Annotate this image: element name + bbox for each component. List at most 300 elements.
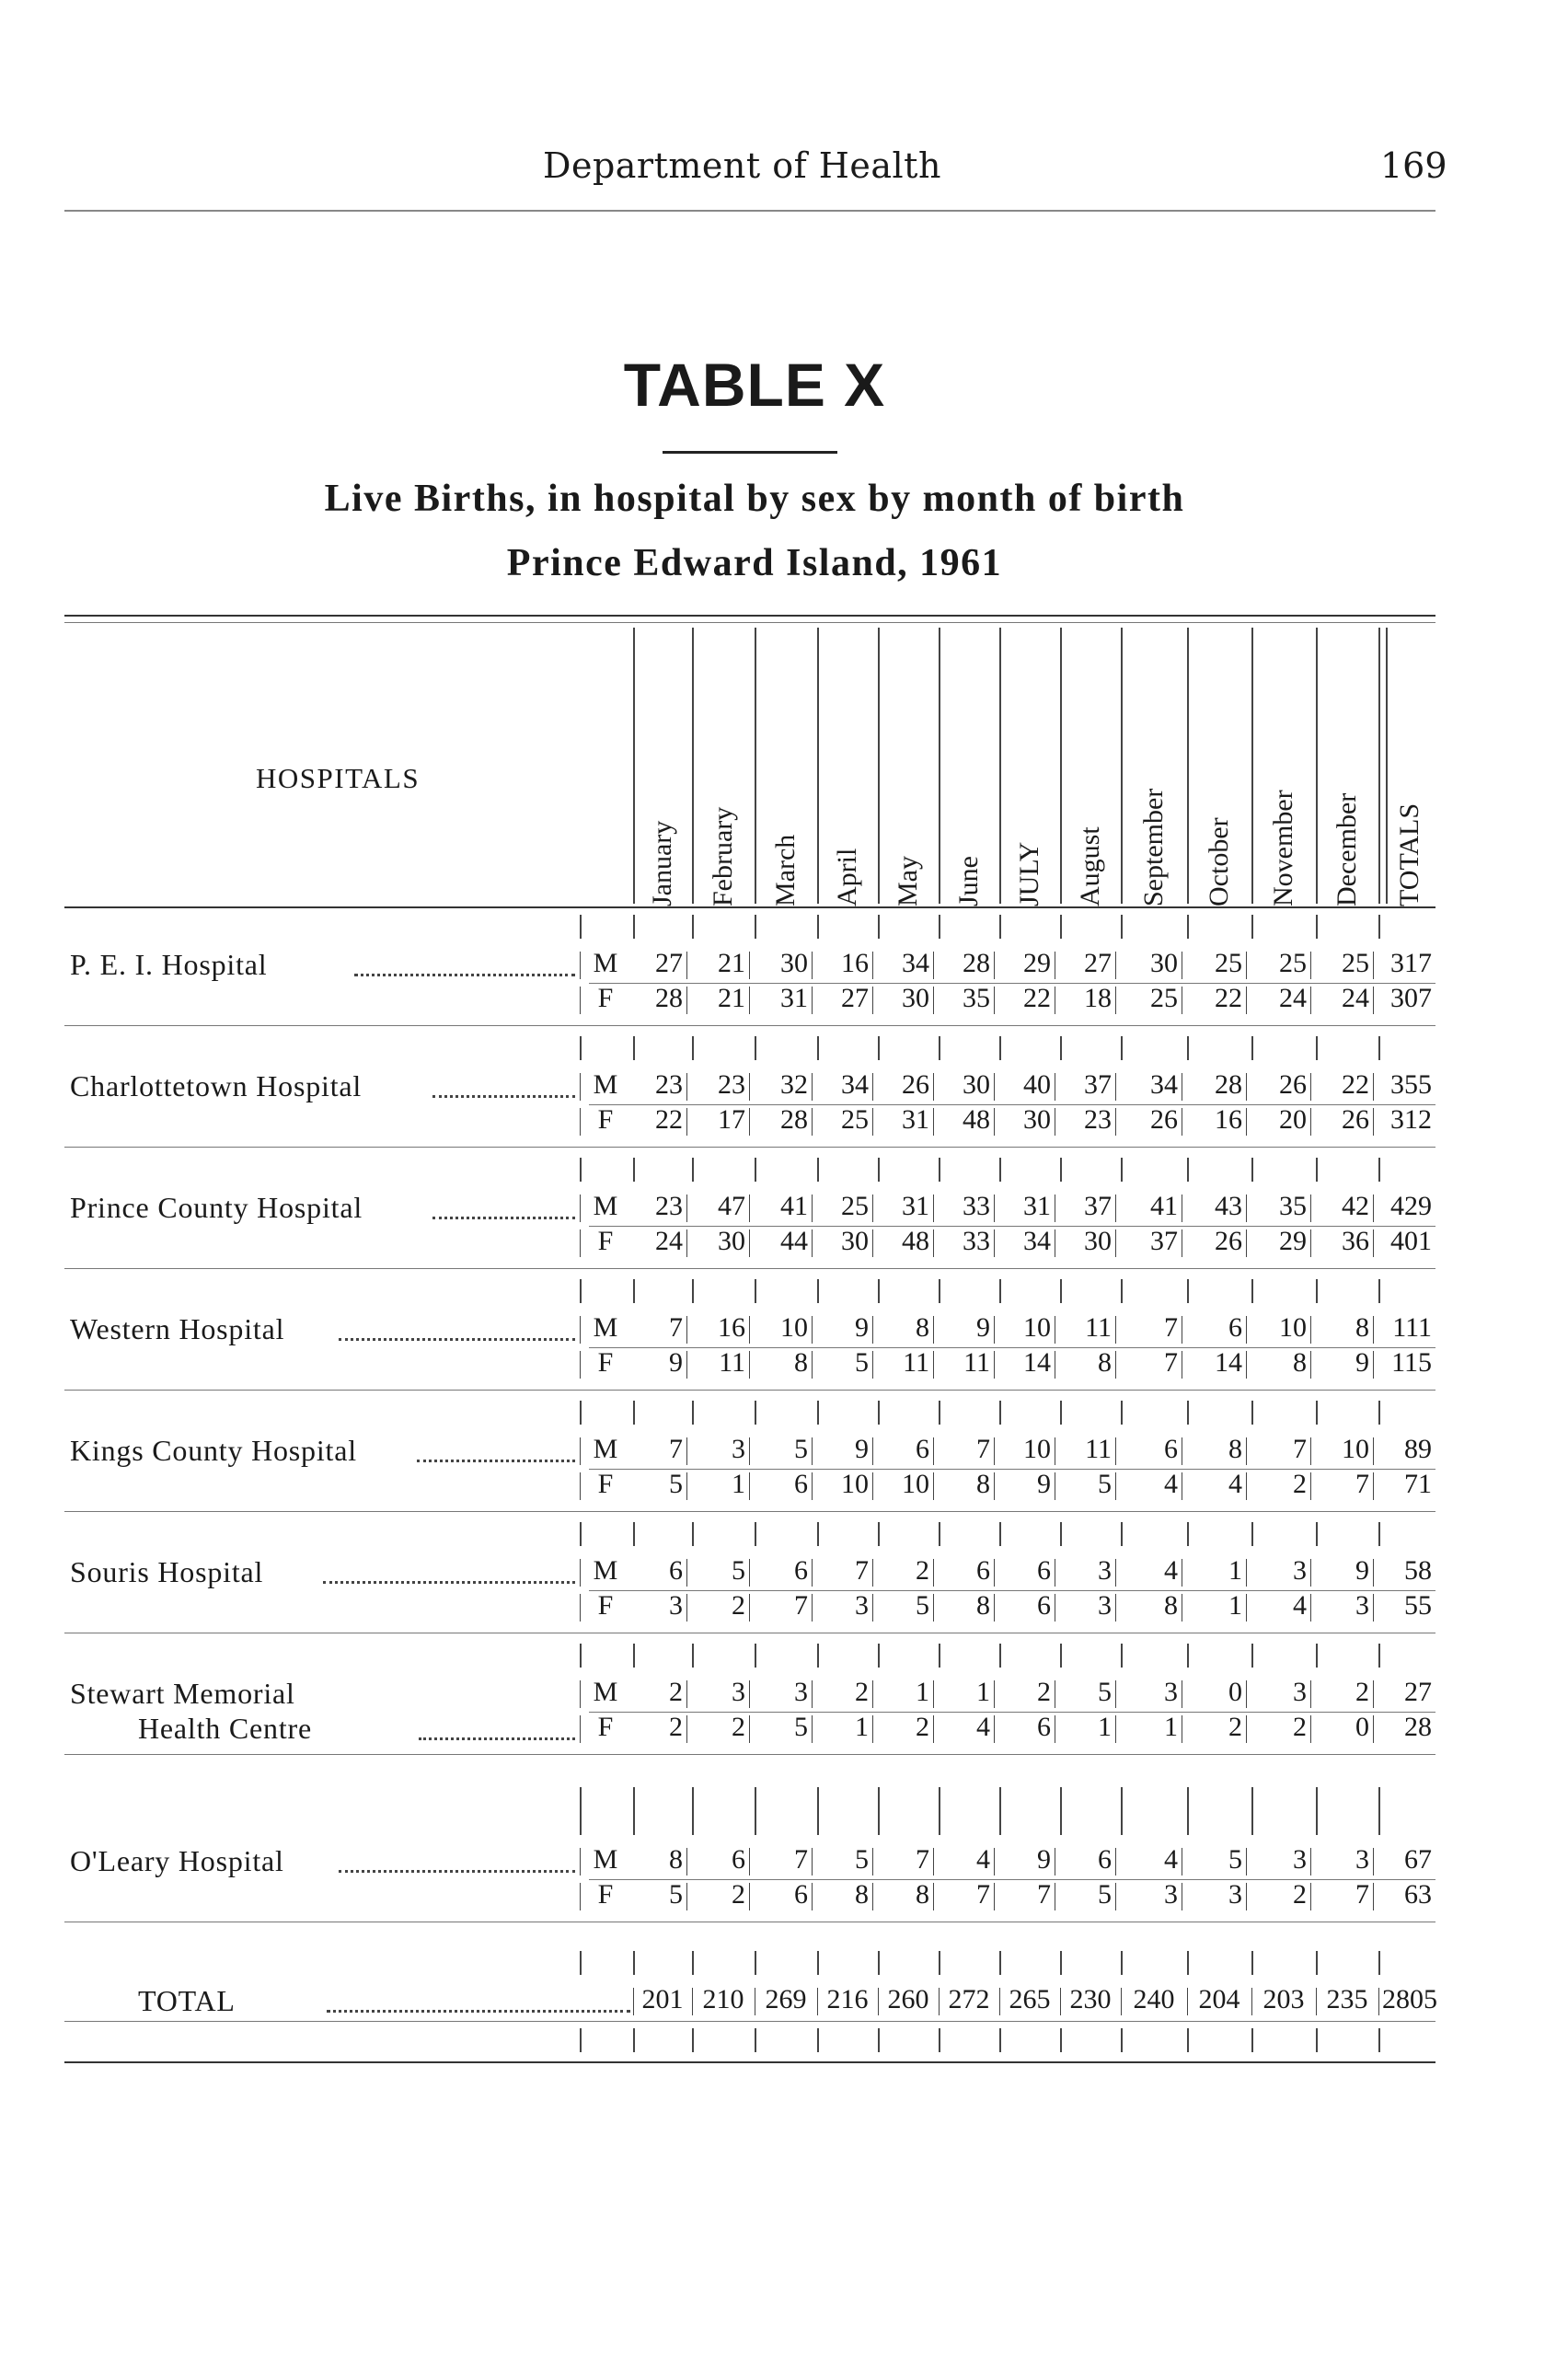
table-cell: 3 <box>794 1677 808 1707</box>
table-cell: 7 <box>1355 1879 1369 1910</box>
row-tick <box>692 1279 694 1303</box>
table-cell: 30 <box>780 948 808 978</box>
cell-divider <box>1310 1680 1311 1708</box>
cell-divider <box>812 1108 813 1136</box>
sex-label-f: F <box>597 1347 614 1378</box>
table-cell: 1 <box>1164 1712 1178 1742</box>
month-total-cell: 210 <box>702 1984 744 2014</box>
cell-divider <box>872 1351 873 1379</box>
table-cell: 29 <box>1023 948 1051 978</box>
row-tick <box>1187 1522 1189 1546</box>
row-tick <box>1121 1158 1123 1182</box>
table-cell: 8 <box>916 1879 929 1910</box>
block-rule <box>64 1390 1435 1391</box>
row-tick <box>1187 1644 1189 1668</box>
cell-divider <box>994 1195 995 1222</box>
row-tick <box>1121 1279 1123 1303</box>
table-cell: 2 <box>1355 1677 1369 1707</box>
table-cell: 11 <box>1085 1312 1112 1343</box>
table-cell: 2 <box>1293 1469 1307 1499</box>
cell-divider <box>1115 1715 1116 1743</box>
row-tick <box>1378 1951 1380 1975</box>
table-cell: 7 <box>794 1590 808 1621</box>
row-tick <box>1251 1279 1253 1303</box>
row-tick <box>999 1401 1001 1425</box>
table-cell: 3 <box>1098 1590 1112 1621</box>
cell-divider <box>1373 1559 1374 1587</box>
row-tick <box>633 1522 635 1546</box>
table-cell: 47 <box>718 1191 745 1221</box>
cell-divider <box>749 1559 750 1587</box>
row-tick <box>633 1951 635 1975</box>
cell-divider <box>749 1195 750 1222</box>
cell-divider <box>1373 1472 1374 1500</box>
cell-divider <box>812 1848 813 1875</box>
table-cell: 7 <box>1164 1312 1178 1343</box>
row-tick <box>878 2028 880 2052</box>
row-tick <box>1378 1158 1380 1182</box>
cell-divider <box>1310 1073 1311 1101</box>
hospitals-column-header: HOSPITALS <box>256 762 421 794</box>
row-tick <box>580 1401 582 1425</box>
table-cell: 28 <box>1215 1069 1242 1100</box>
table-cell: 0 <box>1228 1677 1242 1707</box>
table-cell: 2 <box>669 1677 683 1707</box>
table-cell: 31 <box>902 1191 929 1221</box>
cell-divider <box>812 1073 813 1101</box>
row-tick <box>999 1951 1001 1975</box>
table-cell: 4 <box>1164 1469 1178 1499</box>
header-column-divider <box>817 628 819 904</box>
title-rule <box>663 451 837 454</box>
cell-divider <box>933 1351 934 1379</box>
row-tick <box>939 1787 940 1811</box>
row-total-cell: 27 <box>1404 1677 1432 1707</box>
table-cell: 24 <box>655 1226 683 1256</box>
table-cell: 0 <box>1355 1712 1369 1742</box>
table-cell: 37 <box>1084 1069 1112 1100</box>
cell-divider <box>1246 1594 1247 1622</box>
column-header-march: March <box>770 834 801 906</box>
total-divider <box>692 1988 693 2015</box>
cell-divider <box>749 952 750 979</box>
row-total-cell: 401 <box>1390 1226 1432 1256</box>
table-cell: 21 <box>718 948 745 978</box>
cell-divider <box>1246 952 1247 979</box>
table-cell: 1 <box>855 1712 869 1742</box>
table-cell: 26 <box>1150 1104 1178 1135</box>
column-header-april: April <box>832 848 862 906</box>
sex-divider <box>580 1437 581 1465</box>
cell-divider <box>933 1073 934 1101</box>
cell-divider <box>686 1883 687 1910</box>
sex-divider <box>580 1715 581 1743</box>
table-cell: 6 <box>1037 1712 1051 1742</box>
row-tick <box>580 1951 582 1975</box>
cell-divider <box>1310 1195 1311 1222</box>
table-cell: 2 <box>1293 1712 1307 1742</box>
cell-divider <box>1246 1680 1247 1708</box>
table-cell: 2 <box>855 1677 869 1707</box>
block-rule <box>64 1268 1435 1269</box>
table-cell: 23 <box>655 1191 683 1221</box>
row-tick <box>692 2028 694 2052</box>
cell-divider <box>1310 1559 1311 1587</box>
row-tick <box>999 2028 1001 2052</box>
cell-divider <box>994 1680 995 1708</box>
header-column-divider <box>1060 628 1062 904</box>
column-header-july: JULY <box>1014 841 1044 906</box>
row-tick <box>1187 1279 1189 1303</box>
table-cell: 3 <box>1293 1677 1307 1707</box>
row-tick <box>1378 1787 1380 1811</box>
row-tick <box>633 1158 635 1182</box>
row-tick <box>1251 1158 1253 1182</box>
cell-divider <box>1310 987 1311 1014</box>
table-cell: 1 <box>976 1677 990 1707</box>
cell-divider <box>812 1883 813 1910</box>
sex-label-m: M <box>593 1434 618 1464</box>
cell-divider <box>1310 1472 1311 1500</box>
sex-label-f: F <box>597 1104 614 1135</box>
row-tick <box>755 915 756 939</box>
cell-divider <box>1115 1472 1116 1500</box>
row-tick <box>939 2028 940 2052</box>
header-rule <box>64 210 1435 212</box>
row-tick <box>692 1644 694 1668</box>
row-tick <box>633 1279 635 1303</box>
cell-divider <box>1115 1316 1116 1344</box>
cell-divider <box>812 1437 813 1465</box>
table-cell: 29 <box>1279 1226 1307 1256</box>
cell-divider <box>749 1351 750 1379</box>
cell-divider <box>1373 1351 1374 1379</box>
cell-divider <box>872 1108 873 1136</box>
row-tick <box>755 1158 756 1182</box>
cell-divider <box>1373 1316 1374 1344</box>
row-tick <box>633 915 635 939</box>
sex-divider <box>580 1594 581 1622</box>
column-header-totals: TOTALS <box>1394 802 1424 906</box>
cell-divider <box>994 1848 995 1875</box>
row-tick <box>1060 1279 1062 1303</box>
row-tick <box>1121 2028 1123 2052</box>
total-divider <box>1121 1988 1122 2015</box>
cell-divider <box>1115 1680 1116 1708</box>
row-tick <box>1187 1036 1189 1060</box>
table-cell: 23 <box>718 1069 745 1100</box>
cell-divider <box>1115 1229 1116 1257</box>
cell-divider <box>749 1715 750 1743</box>
table-cell: 30 <box>1084 1226 1112 1256</box>
cell-divider <box>994 1472 995 1500</box>
table-cell: 35 <box>1279 1191 1307 1221</box>
table-title: TABLE X <box>623 351 886 419</box>
cell-divider <box>686 1229 687 1257</box>
table-cell: 10 <box>841 1469 869 1499</box>
table-cell: 23 <box>655 1069 683 1100</box>
table-top-rule <box>64 615 1435 617</box>
row-tick <box>1316 915 1318 939</box>
cell-divider <box>1310 1883 1311 1910</box>
row-tick <box>580 1158 582 1182</box>
cell-divider <box>933 1680 934 1708</box>
sex-label-m: M <box>593 1555 618 1586</box>
table-cell: 2 <box>732 1879 745 1910</box>
cell-divider <box>1115 952 1116 979</box>
row-tick <box>1316 1401 1318 1425</box>
row-tick <box>692 1158 694 1182</box>
row-tick <box>580 1811 582 1835</box>
row-total-cell: 55 <box>1404 1590 1432 1621</box>
table-cell: 34 <box>902 948 929 978</box>
row-tick <box>1187 1401 1189 1425</box>
table-cell: 10 <box>902 1469 929 1499</box>
cell-divider <box>1246 1316 1247 1344</box>
dotted-leader <box>339 1338 575 1341</box>
cell-divider <box>872 1195 873 1222</box>
row-tick <box>692 1522 694 1546</box>
total-divider <box>1378 1988 1379 2015</box>
cell-divider <box>1310 1848 1311 1875</box>
table-cell: 5 <box>855 1844 869 1875</box>
table-cell: 5 <box>732 1555 745 1586</box>
row-tick <box>580 915 582 939</box>
row-total-cell: 115 <box>1391 1347 1432 1378</box>
table-cell: 4 <box>1164 1844 1178 1875</box>
table-cell: 42 <box>1342 1191 1369 1221</box>
page-number: 169 <box>1380 145 1447 186</box>
cell-divider <box>994 1316 995 1344</box>
cell-divider <box>872 1437 873 1465</box>
row-tick <box>755 1279 756 1303</box>
cell-divider <box>872 1472 873 1500</box>
sex-divider <box>580 1229 581 1257</box>
row-tick <box>817 2028 819 2052</box>
row-tick <box>755 1811 756 1835</box>
dotted-leader <box>323 1581 575 1584</box>
cell-divider <box>933 1594 934 1622</box>
dotted-leader <box>339 1870 575 1873</box>
table-cell: 4 <box>976 1712 990 1742</box>
row-tick <box>999 1644 1001 1668</box>
cell-divider <box>1246 1229 1247 1257</box>
table-cell: 9 <box>1037 1469 1051 1499</box>
table-cell: 8 <box>794 1347 808 1378</box>
row-tick <box>939 1644 940 1668</box>
column-header-may: May <box>893 856 923 906</box>
table-cell: 5 <box>1228 1844 1242 1875</box>
table-cell: 5 <box>669 1879 683 1910</box>
row-tick <box>939 1158 940 1182</box>
cell-divider <box>1373 1108 1374 1136</box>
row-tick <box>755 1036 756 1060</box>
row-tick <box>692 1401 694 1425</box>
row-tick <box>692 1951 694 1975</box>
row-tick <box>1187 915 1189 939</box>
table-cell: 41 <box>780 1191 808 1221</box>
cell-divider <box>1373 1594 1374 1622</box>
cell-divider <box>1373 1195 1374 1222</box>
cell-divider <box>872 1559 873 1587</box>
cell-divider <box>1373 1437 1374 1465</box>
table-cell: 10 <box>1279 1312 1307 1343</box>
month-total-cell: 203 <box>1262 1984 1305 2014</box>
cell-divider <box>686 1680 687 1708</box>
column-header-june: June <box>953 856 984 906</box>
row-tick <box>1316 1644 1318 1668</box>
table-cell: 22 <box>1023 983 1051 1013</box>
cell-divider <box>1373 1073 1374 1101</box>
table-cell: 5 <box>855 1347 869 1378</box>
cell-divider <box>1115 1351 1116 1379</box>
table-cell: 30 <box>841 1226 869 1256</box>
table-cell: 2 <box>732 1712 745 1742</box>
table-cell: 10 <box>1023 1312 1051 1343</box>
row-tick <box>817 1279 819 1303</box>
table-cell: 11 <box>963 1347 990 1378</box>
table-cell: 34 <box>841 1069 869 1100</box>
block-rule <box>64 1511 1435 1512</box>
row-tick <box>817 1522 819 1546</box>
row-tick <box>755 1522 756 1546</box>
row-total-cell: 67 <box>1404 1844 1432 1875</box>
dotted-leader <box>419 1737 575 1740</box>
row-tick <box>580 1522 582 1546</box>
table-cell: 3 <box>1293 1555 1307 1586</box>
table-cell: 6 <box>1098 1844 1112 1875</box>
row-tick <box>755 1787 756 1811</box>
table-cell: 30 <box>902 983 929 1013</box>
row-tick <box>1121 1811 1123 1835</box>
cell-divider <box>812 1195 813 1222</box>
cell-divider <box>812 952 813 979</box>
cell-divider <box>812 987 813 1014</box>
table-cell: 7 <box>855 1555 869 1586</box>
table-cell: 2 <box>1228 1712 1242 1742</box>
month-total-cell: 216 <box>826 1984 869 2014</box>
cell-divider <box>872 1680 873 1708</box>
cell-divider <box>749 1316 750 1344</box>
cell-divider <box>1373 1848 1374 1875</box>
table-cell: 14 <box>1023 1347 1051 1378</box>
table-cell: 8 <box>855 1879 869 1910</box>
cell-divider <box>1310 1316 1311 1344</box>
row-tick <box>878 1401 880 1425</box>
table-cell: 25 <box>1215 948 1242 978</box>
table-cell: 25 <box>1150 983 1178 1013</box>
header-column-divider <box>1386 628 1388 904</box>
cell-divider <box>872 1848 873 1875</box>
table-subtitle-region: Prince Edward Island, 1961 <box>506 542 1003 584</box>
table-cell: 5 <box>794 1434 808 1464</box>
cell-divider <box>686 952 687 979</box>
cell-divider <box>749 1883 750 1910</box>
cell-divider <box>1373 1883 1374 1910</box>
row-tick <box>1060 1036 1062 1060</box>
cell-divider <box>994 952 995 979</box>
row-tick <box>999 1036 1001 1060</box>
column-header-august: August <box>1075 826 1105 906</box>
header-column-divider <box>633 628 635 904</box>
cell-divider <box>1310 1715 1311 1743</box>
table-cell: 3 <box>732 1677 745 1707</box>
cell-divider <box>1115 1848 1116 1875</box>
sex-label-f: F <box>597 1879 614 1910</box>
row-rule <box>589 1590 1435 1591</box>
dotted-leader <box>327 2010 630 2013</box>
row-tick <box>692 1036 694 1060</box>
cell-divider <box>1310 1594 1311 1622</box>
row-tick <box>878 1644 880 1668</box>
table-cell: 7 <box>1293 1434 1307 1464</box>
table-cell: 36 <box>1342 1226 1369 1256</box>
row-tick <box>999 1811 1001 1835</box>
cell-divider <box>1246 1195 1247 1222</box>
table-cell: 16 <box>1215 1104 1242 1135</box>
row-tick <box>1121 1522 1123 1546</box>
cell-divider <box>686 1472 687 1500</box>
row-tick <box>580 1036 582 1060</box>
table-cell: 40 <box>1023 1069 1051 1100</box>
table-cell: 5 <box>916 1590 929 1621</box>
row-tick <box>1060 2028 1062 2052</box>
cell-divider <box>1115 1883 1116 1910</box>
cell-divider <box>933 1472 934 1500</box>
cell-divider <box>1115 1108 1116 1136</box>
table-cell: 10 <box>780 1312 808 1343</box>
column-header-october: October <box>1204 817 1234 906</box>
cell-divider <box>1373 1715 1374 1743</box>
cell-divider <box>933 1229 934 1257</box>
cell-divider <box>872 987 873 1014</box>
row-tick <box>580 1279 582 1303</box>
table-cell: 27 <box>655 948 683 978</box>
row-tick <box>1378 1279 1380 1303</box>
cell-divider <box>1310 952 1311 979</box>
table-cell: 25 <box>1279 948 1307 978</box>
table-cell: 3 <box>855 1590 869 1621</box>
row-tick <box>1251 915 1253 939</box>
sex-label-m: M <box>593 1677 618 1707</box>
sex-label-m: M <box>593 948 618 978</box>
table-subtitle: Live Births, in hospital by sex by month of birth <box>324 478 1185 520</box>
cell-divider <box>749 1472 750 1500</box>
table-cell: 5 <box>794 1712 808 1742</box>
month-total-cell: 235 <box>1326 1984 1368 2014</box>
table-cell: 24 <box>1279 983 1307 1013</box>
dotted-leader <box>417 1460 575 1462</box>
row-tick <box>1121 915 1123 939</box>
table-cell: 31 <box>780 983 808 1013</box>
header-column-divider <box>1378 628 1380 904</box>
cell-divider <box>749 987 750 1014</box>
row-tick <box>939 915 940 939</box>
table-cell: 2 <box>916 1712 929 1742</box>
cell-divider <box>1310 1437 1311 1465</box>
table-cell: 22 <box>655 1104 683 1135</box>
month-total-cell: 265 <box>1009 1984 1051 2014</box>
cell-divider <box>933 952 934 979</box>
cell-divider <box>812 1351 813 1379</box>
cell-divider <box>1373 1229 1374 1257</box>
row-tick <box>878 1787 880 1811</box>
row-tick <box>1378 2028 1380 2052</box>
sex-divider <box>580 1073 581 1101</box>
block-rule <box>64 1147 1435 1148</box>
row-tick <box>580 1644 582 1668</box>
cell-divider <box>812 1715 813 1743</box>
